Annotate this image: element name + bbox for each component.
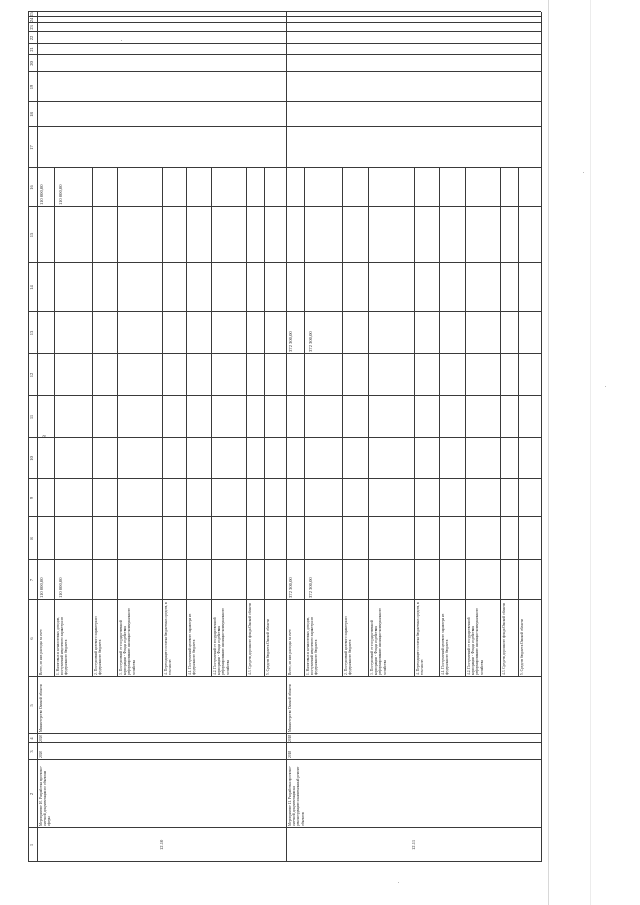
total-value: 372 300,00 [288,577,293,598]
subrow-line [368,168,369,677]
total-value: 110 000,00 [39,577,44,598]
funding-source: Всего, из них расходы за счет: [39,628,43,675]
subrow-line [439,168,440,677]
column-number: 19 [29,84,34,90]
subrow-line [414,168,415,677]
column-line [28,759,541,760]
funding-source: 4.3. Средств дорожного фонда Омской области [502,602,506,675]
scan-speck [121,40,122,41]
column-number: 23 [29,25,34,30]
column-number: 22 [29,35,34,41]
subrow-line [54,168,55,677]
year-to: 2020 [39,734,43,742]
column-number: 2 [29,792,34,796]
executor: Министерство Омской области [39,684,43,732]
column-number: 13 [29,330,34,336]
funding-source: 4.1. Поступлений целевого характера из федерального бюджета [188,612,197,675]
subrow-line [92,168,93,677]
subrow-line [500,168,501,677]
page-edge [590,0,591,905]
column-line [28,43,541,44]
funding-source: 4.2. Поступлений от государственной корпорации - Фонда содействия реформированию жилищно-коммунального хозяйства [467,606,484,675]
scan-speck [398,882,399,883]
column-line [28,742,541,743]
column-line [28,31,541,32]
column-number: 17 [29,145,34,150]
column-number: 21 [29,47,34,52]
year-from: 2018 [288,750,292,758]
funding-source: 4.3. Средств дорожного фонда Омской области [248,602,252,675]
year-subtotal-value: 372 300,00 [308,331,313,352]
year-from: 2020 [39,750,43,758]
year-to: 2018 [288,734,292,742]
table-border-bottom [541,12,542,862]
year-total-value: 110 000,00 [39,184,44,205]
column-line [28,827,541,828]
scan-speck [583,172,584,173]
column-number: 8 [29,537,34,540]
subtotal-value: 372 300,00 [308,577,313,598]
column-number: 9 [29,496,34,500]
column-number: 16 [29,185,34,190]
column-number: 14 [29,285,34,290]
column-line [28,101,541,102]
column-line [28,861,541,862]
column-number: 1 [29,843,34,847]
column-line [28,71,541,72]
measure-code: 12.11 [410,839,416,850]
measure-name: Мероприятие 10. Разработка проектно-сметной документации по объектам сферы [39,765,52,826]
measure-name: Мероприятие 11. Разработка проектно-сметной документации на реконструкцию и капитальный ремонт объектов [288,765,305,826]
column-line [28,733,541,734]
funding-source: 4. Переходящего остатка бюджетных средств, в том числе: [416,601,425,675]
year-subtotal-value: 110 000,00 [58,184,63,205]
page-edge [548,0,549,905]
subrow-line [342,168,343,677]
page-number: 8 [42,435,48,438]
measure-code: 12.10 [158,839,164,850]
year-total-value: 372 300,00 [288,331,293,352]
column-number: 11 [29,414,34,420]
column-number: 15 [29,232,34,238]
subrow-line [465,168,466,677]
column-line [28,54,541,55]
column-number: 12 [29,372,34,378]
subrow-line [518,168,519,677]
column-line [28,22,541,23]
subrow-line [211,168,212,677]
subtotal-value: 110 000,00 [58,577,63,598]
column-number: 3 [29,750,34,753]
funding-source: 1. Налоговых и неналоговых доходов, поступлений нецелевого характера из федерального бюджета [56,616,69,675]
funding-source: 2. Поступлений целевого характера из федерального бюджета [94,615,103,675]
subrow-line [304,168,305,677]
column-line [28,11,541,12]
column-number: 7 [29,578,34,582]
subrow-line [246,168,247,677]
scan-speck [605,386,606,387]
column-number: 5 [29,704,34,707]
column-number: 18 [29,112,34,117]
funding-source: 3. Поступлений от государственной корпорации - Фонда содействия реформированию жилищно-коммунального хозяйства [119,606,136,675]
funding-source: 5. Средств бюджета Омской области [266,619,270,675]
subrow-line [186,168,187,677]
subrow-line [117,168,118,677]
column-number: 4 [29,737,34,740]
executor: Министерство Омской области [288,684,292,732]
column-line [28,16,541,17]
budget-table [28,12,541,862]
funding-source: 1. Налоговых и неналоговых доходов, поступлений нецелевого характера из федерального бюджета [306,616,319,675]
funding-source: 4.2. Поступлений от государственной корпорации - Фонда содействия реформированию жилищно-коммунального хозяйства [213,606,230,675]
column-number: 20 [29,61,34,66]
column-number: 25 [29,12,34,17]
column-number: 24 [29,17,34,23]
column-number: 6 [29,637,34,640]
funding-source: 3. Поступлений от государственной корпорации - Фонда содействия реформированию жилищно-коммунального хозяйства [370,606,387,675]
subrow-line [264,168,265,677]
funding-source: 4.1. Поступлений целевого характера из федерального бюджета [441,612,450,675]
funding-source: 5. Средств бюджета Омской области [520,619,524,675]
subrow-line [162,168,163,677]
funding-source: Всего, из них расходы за счет: [288,628,292,675]
column-number: 10 [29,456,34,461]
funding-source: 2. Поступлений целевого характера из федерального бюджета [344,615,353,675]
funding-source: 4. Переходящего остатка бюджетных средств, в том числе: [164,601,173,675]
column-line [28,126,541,127]
